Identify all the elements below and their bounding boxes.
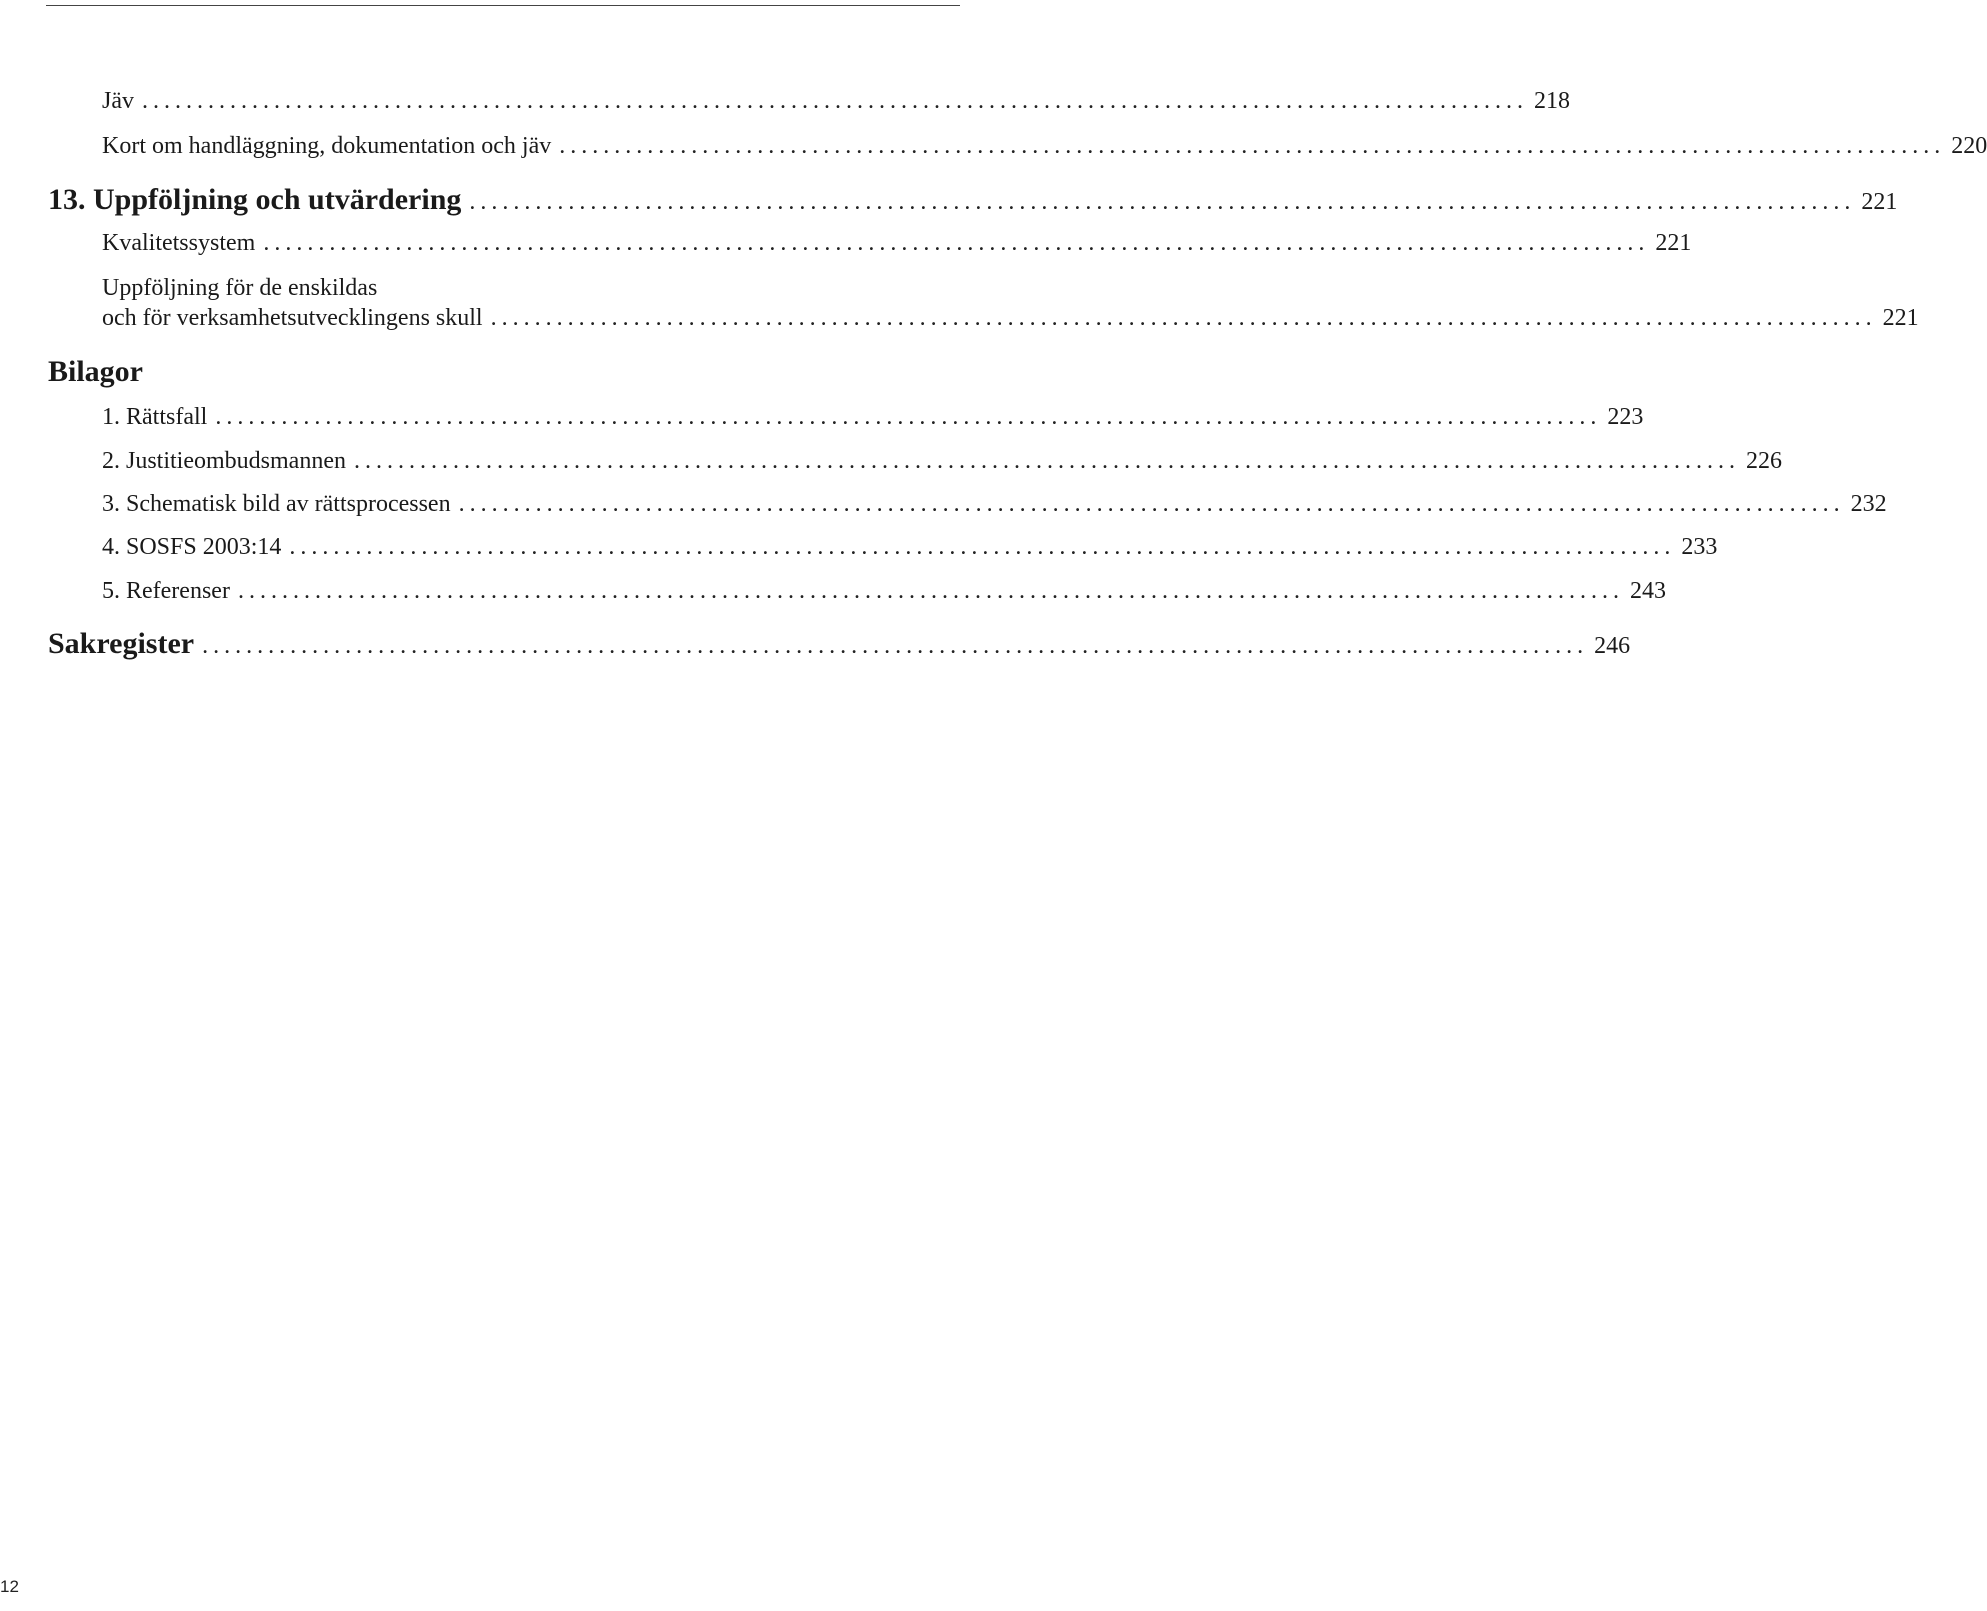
dot-leader: .............................................................................................................................. bbox=[263, 230, 1650, 256]
toc-entry-page: 226 bbox=[1745, 448, 1782, 474]
toc-entry-kort-om-handlaggning[interactable] bbox=[102, 133, 1987, 160]
top-rule bbox=[46, 5, 960, 6]
toc-entry-rattsfall[interactable] bbox=[102, 404, 1644, 431]
toc-entry-page: 221 bbox=[1861, 189, 1898, 215]
toc-entry-label: 2. Justitieombudsmannen bbox=[102, 448, 346, 474]
toc-entry-label: Kvalitetssystem bbox=[102, 230, 256, 256]
toc-entry-label: 5. Referenser bbox=[102, 578, 230, 604]
toc-entry-label: och för verksamhetsutvecklingens skull bbox=[102, 305, 483, 331]
toc-chapter-label: 13. Uppföljning och utvärdering bbox=[48, 183, 462, 216]
dot-leader: .............................................................................................................................. bbox=[215, 404, 1602, 430]
toc-entry-kvalitetssystem[interactable] bbox=[102, 230, 1692, 257]
toc-entry-page: 232 bbox=[1850, 491, 1887, 517]
toc-entry-page: 221 bbox=[1655, 230, 1692, 256]
toc-entry-label: 1. Rättsfall bbox=[102, 404, 208, 430]
dot-leader: .............................................................................................................................. bbox=[559, 133, 1946, 159]
toc-entry-schematisk-bild[interactable] bbox=[102, 491, 1887, 518]
dot-leader: .............................................................................................................................. bbox=[289, 534, 1676, 560]
toc-chapter-label: Sakregister bbox=[48, 627, 195, 660]
toc-entry-justitieombudsmannen[interactable] bbox=[102, 448, 1782, 475]
toc-entry-label: 3. Schematisk bild av rättsprocessen bbox=[102, 491, 451, 517]
toc-entry-referenser[interactable] bbox=[102, 578, 1666, 605]
toc-entry-page: 246 bbox=[1594, 633, 1631, 659]
dot-leader: .............................................................................................................................. bbox=[469, 189, 1856, 215]
toc-entry-page: 243 bbox=[1629, 578, 1666, 604]
toc-entry-uppfoljning[interactable] bbox=[102, 305, 1919, 332]
toc-entry-page: 223 bbox=[1607, 404, 1644, 430]
dot-leader: .............................................................................................................................. bbox=[490, 305, 1877, 331]
bilagor-heading: Bilagor bbox=[48, 355, 143, 388]
toc-entry-page: 233 bbox=[1681, 534, 1718, 560]
toc-entry-label: 4. SOSFS 2003:14 bbox=[102, 534, 282, 560]
toc-sakregister[interactable] bbox=[48, 627, 1631, 661]
toc-entry-label: Kort om handläggning, dokumentation och jäv bbox=[102, 133, 552, 159]
page-number: 12 bbox=[0, 1577, 19, 1596]
toc-entry-label: Jäv bbox=[102, 88, 134, 114]
toc-entry-jav[interactable] bbox=[102, 88, 1570, 115]
toc-entry-page: 220 bbox=[1951, 133, 1987, 159]
dot-leader: .............................................................................................................................. bbox=[142, 88, 1528, 114]
toc-entry-page: 218 bbox=[1534, 88, 1570, 114]
toc-entry-sosfs[interactable] bbox=[102, 534, 1718, 561]
dot-leader: .............................................................................................................................. bbox=[458, 491, 1845, 517]
dot-leader: .............................................................................................................................. bbox=[353, 448, 1740, 474]
toc-chapter-13[interactable] bbox=[48, 183, 1898, 217]
dot-leader: .............................................................................................................................. bbox=[237, 578, 1624, 604]
toc-entry-page: 221 bbox=[1882, 305, 1919, 331]
dot-leader: .............................................................................................................................. bbox=[202, 633, 1589, 659]
toc-entry-label-line1: Uppföljning för de enskildas bbox=[102, 275, 378, 301]
